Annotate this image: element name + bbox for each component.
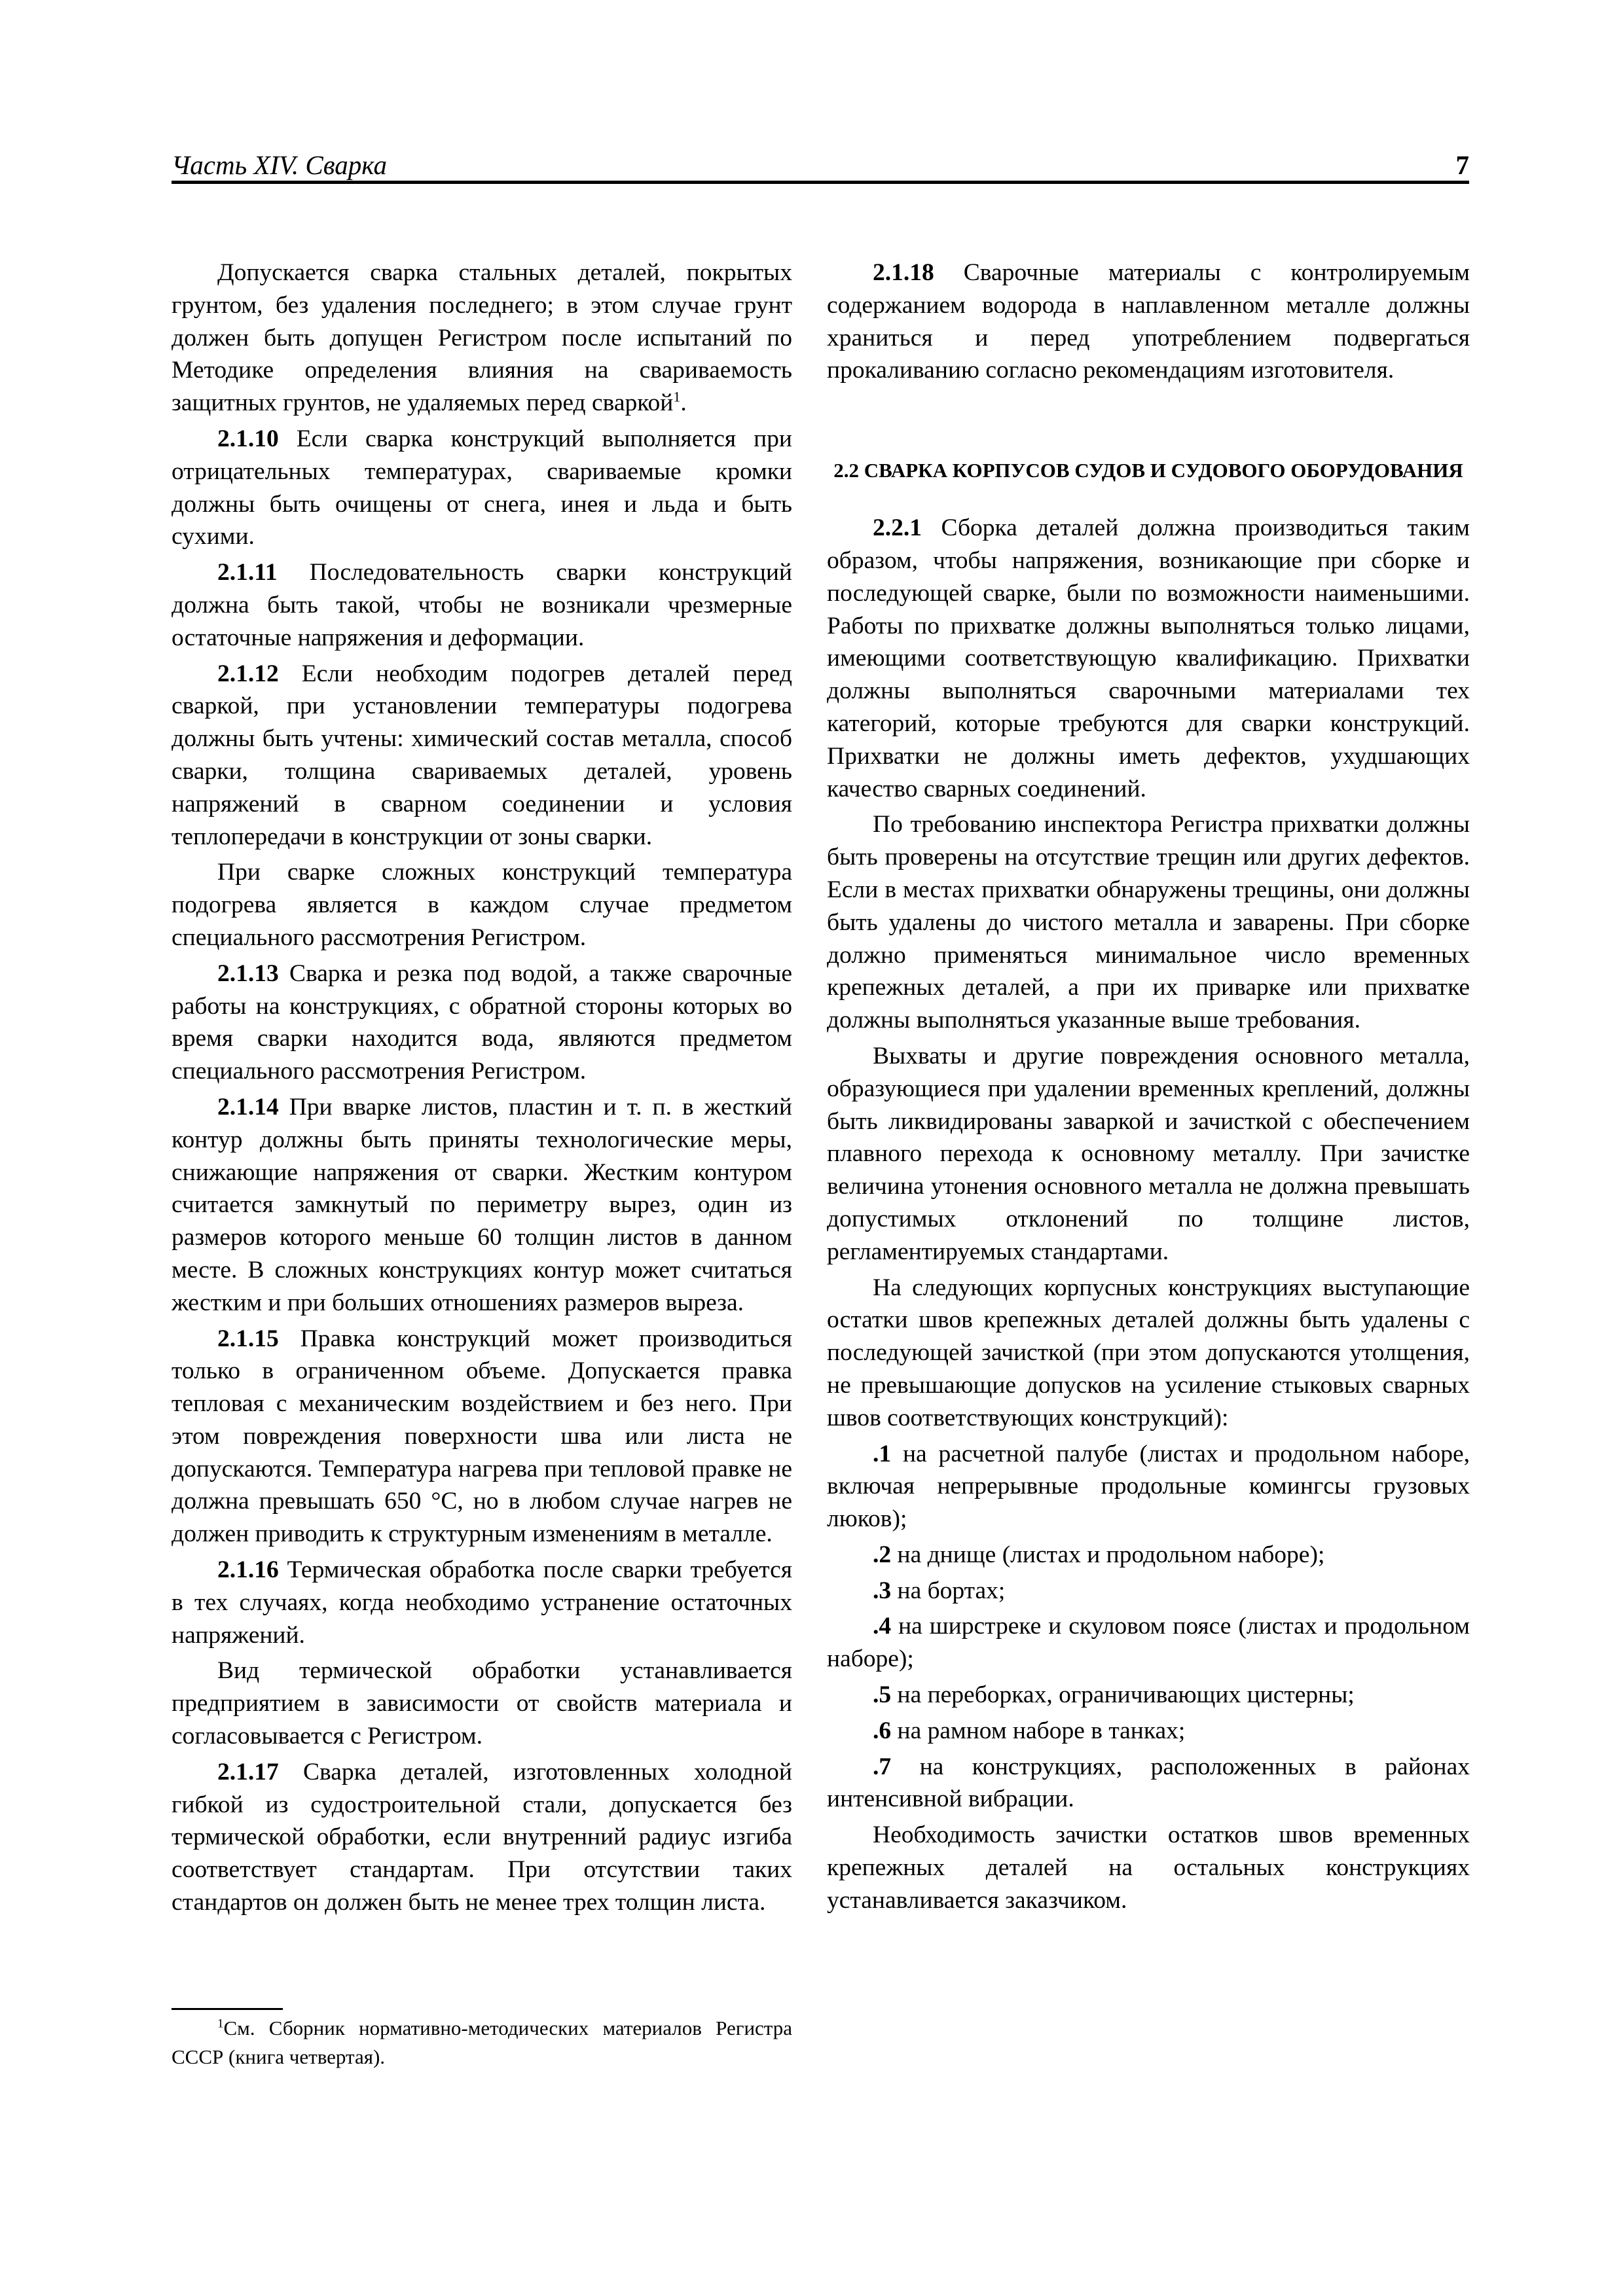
- clause-number: 2.1.18: [873, 259, 934, 286]
- paragraph-text: Допускается сварка стальных деталей, покрытых грунтом, без удаления последнего; в этом случае грунт должен быть допущен Регистром после испытаний по Методике определения влияния на свариваемость защитных грунтов, не удаляемых перед сваркой: [172, 259, 792, 417]
- list-item: [827, 1610, 1470, 1676]
- paragraph: [172, 556, 792, 654]
- list-number: .6: [873, 1717, 892, 1744]
- paragraph-text: Вид термической обработки устанавливается предприятием в зависимости от свойств материала и согласовывается с Регистром.: [172, 1657, 792, 1750]
- paragraph-text: Сварка деталей, изготовленных холодной гибкой из судостроительной стали, допускается без термической обработки, если внутренний радиус изгиба соответствует стандартам. При отсутствии таких стандартов он должен быть не менее трех толщин листа.: [172, 1758, 792, 1916]
- left-column: [172, 257, 792, 1922]
- paragraph-text: Необходимость зачистки остатков швов временных крепежных деталей на остальных конструкциях устанавливается заказчиком.: [827, 1821, 1470, 1914]
- paragraph: [827, 1040, 1470, 1268]
- paragraph-tail: .: [680, 389, 687, 417]
- paragraph: [172, 1091, 792, 1319]
- page-number: 7: [1455, 150, 1469, 180]
- paragraph: [172, 658, 792, 853]
- list-text: на расчетной палубе (листах и продольном наборе, включая непрерывные продольные комингсы грузовых люков);: [827, 1440, 1470, 1533]
- clause-number: 2.1.15: [217, 1325, 279, 1352]
- paragraph-text: При вварке листов, пластин и т. п. в жесткий контур должны быть приняты технологические меры, снижающие напряжения от сварки. Жестким контуром считается замкнутый по периметру вырез, один из размеров которого меньше 60 толщин листов в данном месте. В сложных конструкциях контур может считаться жестким и при больших отношениях размеров выреза.: [172, 1093, 792, 1316]
- clause-number: 2.1.14: [217, 1093, 279, 1121]
- list-item: [827, 1575, 1470, 1607]
- paragraph: [827, 257, 1470, 387]
- paragraph: [172, 1655, 792, 1752]
- list-item: [827, 1679, 1470, 1712]
- clause-number: 2.1.13: [217, 960, 279, 987]
- footnote-rule: [172, 2008, 283, 2010]
- header-rule: [172, 181, 1469, 184]
- clause-number: 2.1.10: [217, 425, 279, 452]
- list-number: .1: [873, 1440, 892, 1467]
- paragraph-text: Выхваты и другие повреждения основного металла, образующиеся при удалении временных креплений, должны быть ликвидированы заваркой и зачисткой с обеспечением плавного перехода к основному металлу. При зачистке величина утонения основного металла не должна превышать допустимых отклонений по толщине листов, регламентируемых стандартами.: [827, 1042, 1470, 1265]
- paragraph-text: Термическая обработка после сварки требуется в тех случаях, когда необходимо устранение остаточных напряжений.: [172, 1556, 792, 1649]
- list-number: .3: [873, 1577, 892, 1604]
- paragraph-text: Последовательность сварки конструкций должна быть такой, чтобы не возникали чрезмерные остаточные напряжения и деформации.: [172, 559, 792, 651]
- clause-number: 2.1.16: [217, 1556, 279, 1584]
- paragraph-text: По требованию инспектора Регистра прихватки должны быть проверены на отсутствие трещин или других дефектов. Если в местах прихватки обнаружены трещины, они должны быть удалены до чистого металла и заварены. При сборке должно применяться минимальное число временных крепежных деталей, а при их приварке или прихватке должны выполняться указанные выше требования.: [827, 811, 1470, 1034]
- list-text: на переборках, ограничивающих цистерны;: [891, 1681, 1355, 1709]
- clause-number: 2.2.1: [873, 514, 922, 542]
- list-text: на ширстреке и скуловом поясе (листах и продольном наборе);: [827, 1613, 1470, 1673]
- list-text: на днище (листах и продольном наборе);: [891, 1541, 1325, 1568]
- list-number: .7: [873, 1753, 892, 1780]
- list-item: [827, 1751, 1470, 1816]
- paragraph-text: Сварочные материалы с контролируемым содержанием водорода в наплавленном металле должны храниться и перед употреблением подвергаться прокаливанию согласно рекомендациям изготовителя.: [827, 259, 1470, 384]
- footnote-mark: 1: [217, 2017, 224, 2031]
- paragraph: [827, 808, 1470, 1037]
- paragraph-text: На следующих корпусных конструкциях выступающие остатки швов крепежных деталей должны быть удалены с последующей зачисткой (при этом допускаются утолщения, не превышающие допусков на усиление стыковых сварных швов соответствующих конструкций):: [827, 1274, 1470, 1431]
- list-item: [827, 1715, 1470, 1748]
- paragraph-text: Сварка и резка под водой, а также сварочные работы на конструкциях, с обратной стороны которых во время сварки находится вода, являются предметом специального рассмотрения Регистром.: [172, 960, 792, 1085]
- paragraph-text: Правка конструкций может производиться только в ограниченном объеме. Допускается правка тепловая с механическим воздействием и без него. При этом повреждения поверхности шва или листа не допускаются. Температура нагрева при тепловой правке не должна превышать 650 °С, но в любом случае нагрев не должен приводить к структурным изменениям в металле.: [172, 1325, 792, 1548]
- footnote-ref[interactable]: 1: [673, 388, 681, 405]
- paragraph: [172, 257, 792, 420]
- list-text: на конструкциях, расположенных в районах интенсивной вибрации.: [827, 1753, 1470, 1813]
- list-text: на бортах;: [891, 1577, 1006, 1604]
- clause-number: 2.1.17: [217, 1758, 279, 1785]
- list-number: .5: [873, 1681, 892, 1709]
- paragraph: [827, 1819, 1470, 1916]
- clause-number: 2.1.12: [217, 660, 279, 687]
- section-title: 2.2 СВАРКА КОРПУСОВ СУДОВ И СУДОВОГО ОБОРУДОВАНИЯ: [833, 459, 1463, 482]
- paragraph: [172, 856, 792, 954]
- paragraph-text: Сборка деталей должна производиться таким образом, чтобы напряжения, возникающие при сборке и последующей сварке, были по возможности наименьшими. Работы по прихватке должны выполняться только лицами, имеющими соответствующую квалификацию. Прихватки должны выполняться сварочными материалами тех категорий, которые требуются для сварки конструкций. Прихватки не должны иметь дефектов, ухудшающих качество сварных соединений.: [827, 514, 1470, 802]
- paragraph: [172, 958, 792, 1088]
- list-item: [827, 1438, 1470, 1535]
- list-number: .2: [873, 1541, 892, 1568]
- paragraph: [172, 1554, 792, 1651]
- footnote-text: См. Сборник нормативно-методических материалов Регистра СССР (книга четвертая).: [172, 2017, 792, 2068]
- clause-number: 2.1.11: [217, 559, 278, 586]
- paragraph: [172, 1756, 792, 1919]
- running-header: [172, 145, 1469, 185]
- paragraph: [172, 423, 792, 553]
- paragraph: [172, 1323, 792, 1551]
- right-column: [827, 257, 1470, 1920]
- list-number: .4: [873, 1613, 892, 1640]
- paragraph: [827, 1272, 1470, 1435]
- list-item: [827, 1539, 1470, 1571]
- paragraph-text: Если необходим подогрев деталей перед сваркой, при установлении температуры подогрева должны быть учтены: химический состав металла, способ сварки, толщина свариваемых деталей, уровень напряжений в сварном соединении и условия теплопередачи в конструкции от зоны сварки.: [172, 660, 792, 850]
- header-title: Часть XIV. Сварка: [172, 150, 387, 180]
- paragraph: [827, 512, 1470, 805]
- list-text: на рамном наборе в танках;: [891, 1717, 1186, 1744]
- paragraph-text: При сварке сложных конструкций температура подогрева является в каждом случае предметом специального рассмотрения Регистром.: [172, 859, 792, 951]
- paragraph-text: Если сварка конструкций выполняется при отрицательных температурах, свариваемые кромки должны быть очищены от снега, инея и льда и быть сухими.: [172, 425, 792, 550]
- footnote: [172, 2014, 792, 2072]
